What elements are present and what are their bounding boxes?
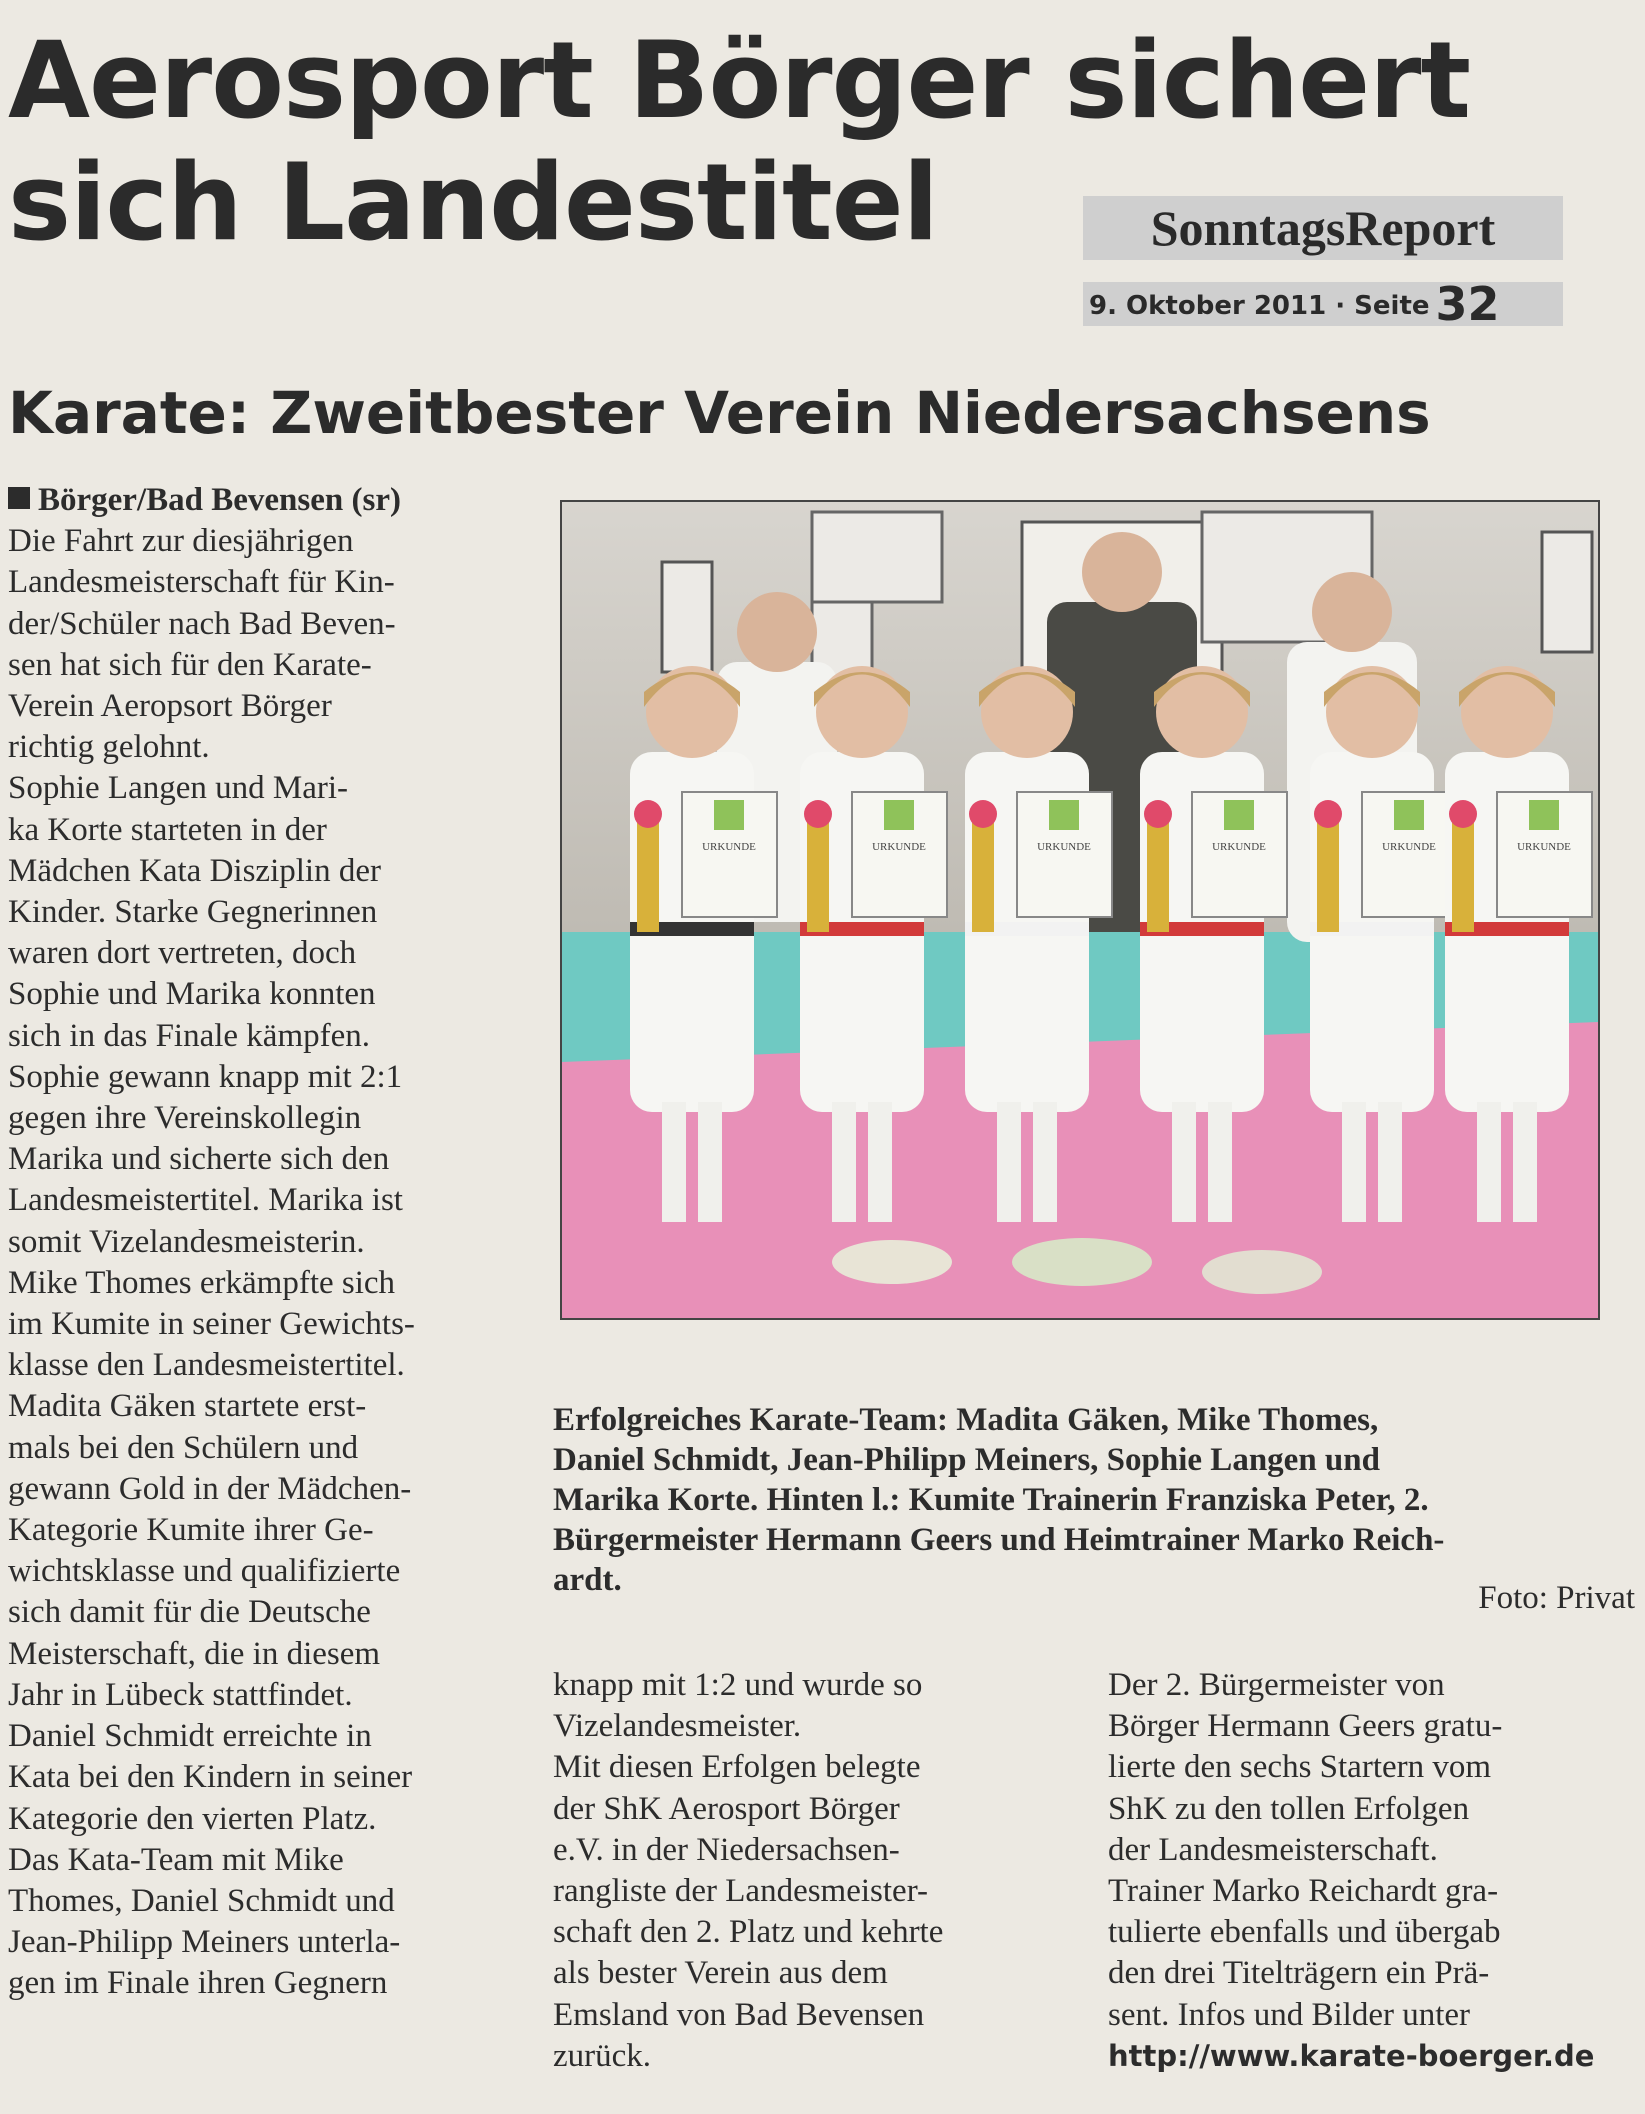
- article-line: Sophie gewann knapp mit 2:1: [8, 1058, 403, 1095]
- article-line: als bester Verein aus dem: [553, 1955, 888, 1992]
- kid-head: [981, 666, 1073, 758]
- article-column-2-body: [553, 1665, 1073, 2077]
- team-photo: [560, 500, 1600, 1320]
- dateline-text: Börger/Bad Bevensen (sr): [38, 482, 401, 518]
- kid-head: [816, 666, 908, 758]
- article-line: Vizelandesmeister.: [553, 1708, 802, 1745]
- issue-date-text: 9. Oktober 2011 · Seite: [1089, 291, 1430, 321]
- issue-date: [1083, 277, 1563, 331]
- wall-poster: [812, 512, 942, 602]
- page-number: 32: [1435, 277, 1500, 331]
- article-line: gegen ihre Vereinskollegin: [8, 1100, 362, 1137]
- newspaper-name: SonntagsReport: [1083, 196, 1563, 260]
- kid-leg: [698, 1102, 722, 1222]
- prize-bag: [832, 1240, 952, 1284]
- article-line: Thomes, Daniel Schmidt und: [8, 1882, 395, 1919]
- kid-head: [1461, 666, 1553, 758]
- article-line: sent. Infos und Bilder unter: [1108, 1996, 1471, 2033]
- kid-leg: [1513, 1102, 1537, 1222]
- headline-line-1: Aerosport Börger sichert: [8, 19, 1471, 142]
- article-line: Die Fahrt zur diesjährigen: [8, 523, 354, 560]
- article-line: im Kumite in seiner Gewichts-: [8, 1306, 415, 1343]
- masthead: [1083, 196, 1563, 331]
- article-line: Das Kata-Team mit Mike: [8, 1841, 344, 1878]
- dateline: [8, 480, 528, 521]
- kid-head: [1156, 666, 1248, 758]
- article-line: der ShK Aerosport Börger: [553, 1790, 900, 1827]
- article-line: knapp mit 1:2 und wurde so: [553, 1667, 923, 1703]
- article-line: zurück.: [553, 2037, 652, 2074]
- kid-leg: [997, 1102, 1021, 1222]
- article-line: der/Schüler nach Bad Beven-: [8, 605, 396, 642]
- certificate-label: URKUNDE: [1037, 841, 1091, 853]
- prize-bag: [1012, 1238, 1152, 1286]
- article-line: gen im Finale ihren Gegnern: [8, 1965, 388, 2002]
- photo-caption: [553, 1400, 1638, 1600]
- kid-leg: [1477, 1102, 1501, 1222]
- headline-line-2: sich Landestitel: [8, 141, 938, 264]
- certificate-label: URKUNDE: [1212, 841, 1266, 853]
- certificate-logo-icon: [1224, 800, 1254, 830]
- article-column-1: [8, 480, 528, 2005]
- article-column-1-body: [8, 521, 528, 2004]
- caption-line: Bürgermeister Hermann Geers und Heimtrainer Marko Reich-: [553, 1522, 1445, 1558]
- article-line: sen hat sich für den Karate-: [8, 646, 372, 683]
- article-line: Der 2. Bürgermeister von: [1108, 1667, 1445, 1703]
- caption-line: ardt.: [553, 1562, 622, 1598]
- club-website-link[interactable]: http://www.karate-boerger.de: [1108, 2038, 1595, 2073]
- trophy-rosette-icon: [804, 800, 832, 828]
- kid-leg: [1208, 1102, 1232, 1222]
- subheadline: Karate: Zweitbester Verein Niedersachsens: [8, 379, 1431, 447]
- article-line: lierte den sechs Startern vom: [1108, 1749, 1492, 1786]
- article-line: klasse den Landesmeistertitel.: [8, 1347, 405, 1384]
- article-line: mals bei den Schülern und: [8, 1429, 359, 1466]
- article-line: Verein Aeropsort Börger: [8, 688, 332, 725]
- certificate-label: URKUNDE: [702, 841, 756, 853]
- trophy: [1317, 822, 1339, 932]
- kid-leg: [1378, 1102, 1402, 1222]
- adult-head: [1312, 572, 1392, 652]
- article-line: Landesmeisterschaft für Kin-: [8, 564, 395, 601]
- wall-frame-right: [1542, 532, 1592, 652]
- article-line: Marika und sicherte sich den: [8, 1141, 390, 1178]
- trophy: [807, 822, 829, 932]
- kid-head: [646, 666, 738, 758]
- trophy: [637, 822, 659, 932]
- square-bullet-icon: [8, 487, 30, 509]
- kid-leg: [1172, 1102, 1196, 1222]
- certificate-logo-icon: [1049, 800, 1079, 830]
- team-photo-illustration: [562, 502, 1598, 1318]
- article-line: den drei Titelträgern ein Prä-: [1108, 1955, 1490, 1992]
- trophy-rosette-icon: [1314, 800, 1342, 828]
- article-line: Sophie und Marika konnten: [8, 976, 376, 1013]
- trophy: [1452, 822, 1474, 932]
- article-line: Sophie Langen und Mari-: [8, 770, 349, 807]
- certificate-logo-icon: [884, 800, 914, 830]
- article-line: e.V. in der Niedersachsen-: [553, 1831, 900, 1868]
- article-line: Mit diesen Erfolgen belegte: [553, 1749, 921, 1786]
- article-line: Kategorie den vierten Platz.: [8, 1800, 377, 1837]
- article-line: Kategorie Kumite ihrer Ge-: [8, 1512, 374, 1549]
- article-line: somit Vizelandesmeisterin.: [8, 1223, 365, 1260]
- article-line: Kinder. Starke Gegnerinnen: [8, 894, 378, 931]
- trophy-rosette-icon: [1144, 800, 1172, 828]
- trophy: [1147, 822, 1169, 932]
- caption-line: Erfolgreiches Karate-Team: Madita Gäken, Mike Thomes,: [553, 1402, 1379, 1438]
- trophy-rosette-icon: [1449, 800, 1477, 828]
- photo-caption-text: [553, 1400, 1638, 1600]
- article-line: der Landesmeisterschaft.: [1108, 1831, 1438, 1868]
- article-column-2: [553, 1665, 1073, 2077]
- article-line: schaft den 2. Platz und kehrte: [553, 1914, 944, 1951]
- article-line: Jean-Philipp Meiners unterla-: [8, 1924, 401, 1961]
- article-line: tulierte ebenfalls und übergab: [1108, 1914, 1501, 1951]
- article-line: waren dort vertreten, doch: [8, 935, 357, 972]
- article-line: wichtsklasse und qualifizierte: [8, 1553, 401, 1590]
- article-line: Daniel Schmidt erreichte in: [8, 1718, 372, 1755]
- photo-credit: Foto: Privat: [1478, 1580, 1635, 1616]
- article-line: Mädchen Kata Disziplin der: [8, 852, 381, 889]
- caption-line: Marika Korte. Hinten l.: Kumite Trainerin Franziska Peter, 2.: [553, 1482, 1429, 1518]
- article-line: Mike Thomes erkämpfte sich: [8, 1264, 396, 1301]
- kid-head: [1326, 666, 1418, 758]
- trophy: [972, 822, 994, 932]
- article-line: Trainer Marko Reichardt gra-: [1108, 1873, 1499, 1910]
- article-column-3: [1108, 1665, 1638, 2077]
- kid-leg: [662, 1102, 686, 1222]
- certificate-logo-icon: [714, 800, 744, 830]
- kid-leg: [832, 1102, 856, 1222]
- caption-line: Daniel Schmidt, Jean-Philipp Meiners, Sophie Langen und: [553, 1442, 1380, 1478]
- trophy-rosette-icon: [969, 800, 997, 828]
- article-line: Börger Hermann Geers gratu-: [1108, 1708, 1503, 1745]
- article-line: Kata bei den Kindern in seiner: [8, 1759, 413, 1796]
- article-line: sich in das Finale kämpfen.: [8, 1017, 371, 1054]
- prize-bag: [1202, 1250, 1322, 1294]
- article-line: Emsland von Bad Bevensen: [553, 1996, 925, 2033]
- article-line: Landesmeistertitel. Marika ist: [8, 1182, 403, 1219]
- kid-leg: [1342, 1102, 1366, 1222]
- certificate-logo-icon: [1529, 800, 1559, 830]
- wall-picture: [662, 562, 712, 672]
- certificate-label: URKUNDE: [1517, 841, 1571, 853]
- article-line: Meisterschaft, die in diesem: [8, 1635, 381, 1672]
- article-line: sich damit für die Deutsche: [8, 1594, 371, 1631]
- adult-head: [737, 592, 817, 672]
- trophy-rosette-icon: [634, 800, 662, 828]
- article-line: ShK zu den tollen Erfolgen: [1108, 1790, 1470, 1827]
- article-column-3-body: [1108, 1665, 1638, 2036]
- article-line: gewann Gold in der Mädchen-: [8, 1470, 412, 1507]
- article-line: rangliste der Landesmeister-: [553, 1873, 929, 1910]
- certificate-label: URKUNDE: [1382, 841, 1436, 853]
- certificate-logo-icon: [1394, 800, 1424, 830]
- kid-leg: [868, 1102, 892, 1222]
- adult-head: [1082, 532, 1162, 612]
- certificate-label: URKUNDE: [872, 841, 926, 853]
- kid-leg: [1033, 1102, 1057, 1222]
- article-line: ka Korte starteten in der: [8, 811, 327, 848]
- article-line: richtig gelohnt.: [8, 729, 210, 766]
- article-line: Madita Gäken startete erst-: [8, 1388, 367, 1425]
- article-line: Jahr in Lübeck stattfindet.: [8, 1676, 353, 1713]
